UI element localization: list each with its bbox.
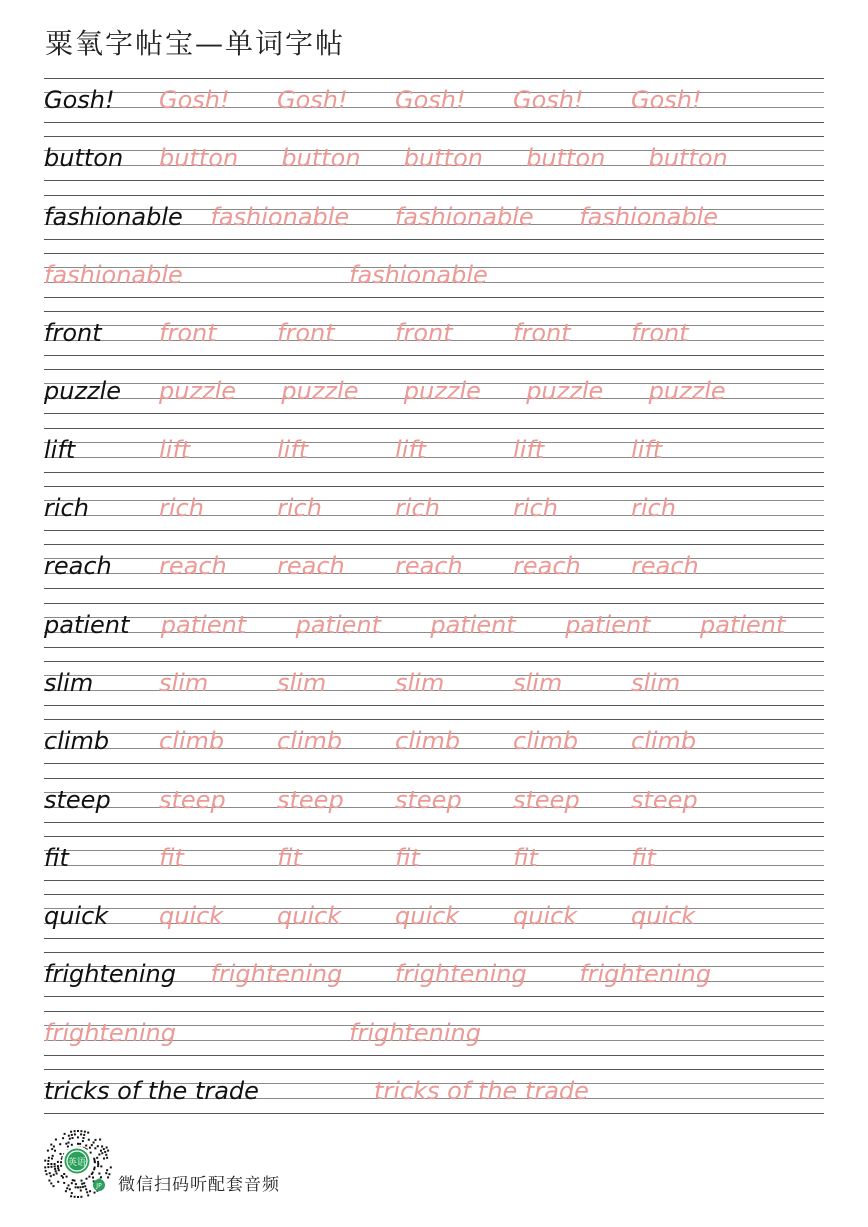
guide-line — [44, 530, 824, 531]
guide-line — [44, 661, 824, 662]
guide-line — [44, 763, 824, 764]
practice-row — [44, 78, 824, 136]
trace-word: tricks of the trade — [374, 1077, 589, 1106]
guide-line — [44, 1069, 824, 1070]
practice-row — [44, 1011, 824, 1069]
trace-word: fit — [277, 843, 302, 872]
practice-row — [44, 544, 824, 602]
trace-word: puzzle — [281, 377, 359, 406]
model-word: button — [44, 144, 124, 173]
trace-word: Gosh! — [395, 86, 466, 114]
guide-line — [44, 588, 824, 589]
trace-word: button — [403, 144, 483, 173]
trace-word: reach — [395, 552, 463, 581]
trace-word: frightening — [579, 960, 712, 989]
trace-word: puzzle — [648, 377, 726, 406]
practice-row — [44, 486, 824, 544]
qr-small-badge-label: JP — [96, 1182, 102, 1190]
guide-line — [44, 486, 824, 487]
trace-word: quick — [277, 902, 342, 931]
trace-word: frightening — [394, 960, 527, 989]
footer-caption: 微信扫码听配套音频 — [118, 1175, 280, 1195]
guide-line — [44, 311, 824, 312]
trace-word: patient — [160, 610, 247, 639]
trace-word: slim — [277, 668, 327, 697]
practice-row — [44, 136, 824, 194]
trace-word: reach — [277, 552, 345, 581]
trace-word: fashionable — [210, 202, 350, 231]
practice-row — [44, 253, 824, 311]
guide-line — [44, 1055, 824, 1056]
trace-word: patient — [430, 610, 516, 639]
trace-word: patient — [700, 610, 786, 639]
model-word: climb — [44, 727, 110, 756]
trace-word: Gosh! — [513, 86, 584, 114]
trace-word: rich — [513, 494, 558, 523]
practice-row — [44, 311, 824, 369]
trace-word: front — [159, 319, 217, 348]
trace-word: quick — [395, 902, 460, 931]
trace-word: front — [395, 319, 453, 348]
guide-line — [44, 952, 824, 953]
guide-line — [44, 647, 824, 648]
trace-word: fashionable — [394, 202, 534, 231]
trace-word: puzzle — [403, 377, 481, 406]
model-word: lift — [44, 435, 76, 464]
model-word: Gosh! — [44, 86, 115, 114]
practice-row — [44, 661, 824, 719]
guide-line — [44, 1113, 824, 1114]
model-word: patient — [44, 610, 130, 639]
trace-word: steep — [277, 785, 344, 814]
guide-line — [44, 705, 824, 706]
trace-word: quick — [513, 902, 578, 931]
guide-line — [44, 180, 824, 181]
guide-line — [44, 822, 824, 823]
trace-word: frightening — [210, 960, 343, 989]
guide-line — [44, 78, 824, 79]
trace-word: front — [631, 319, 689, 348]
guide-line — [44, 880, 824, 881]
trace-word: frightening — [349, 1018, 481, 1047]
trace-word: lift — [277, 435, 309, 464]
qr-code-icon — [42, 1128, 112, 1198]
trace-word: climb — [395, 727, 461, 756]
trace-word: climb — [277, 727, 343, 756]
trace-word: fit — [513, 843, 538, 872]
model-word: fit — [44, 843, 69, 872]
qr-badge-label: 英语 — [67, 1158, 87, 1168]
model-word: rich — [44, 494, 89, 523]
practice-row — [44, 369, 824, 427]
trace-word: patient — [565, 610, 651, 639]
trace-word: puzzle — [526, 377, 604, 406]
guide-line — [44, 297, 824, 298]
model-word: front — [44, 319, 102, 348]
guide-line — [44, 195, 824, 196]
trace-word: button — [159, 144, 239, 173]
model-word: quick — [44, 902, 109, 931]
trace-word: steep — [513, 785, 580, 814]
trace-word: reach — [631, 552, 699, 581]
trace-word: lift — [513, 435, 545, 464]
guide-line — [44, 719, 824, 720]
trace-word: slim — [159, 668, 209, 697]
practice-row — [44, 603, 824, 661]
trace-word: Gosh! — [631, 86, 702, 114]
trace-word: fashionable — [349, 260, 488, 289]
trace-word: climb — [631, 727, 697, 756]
trace-word: climb — [513, 727, 579, 756]
guide-line — [44, 472, 824, 473]
guide-line — [44, 778, 824, 779]
trace-word: rich — [159, 494, 204, 523]
model-word: steep — [44, 785, 111, 814]
trace-word: steep — [395, 785, 462, 814]
guide-line — [44, 428, 824, 429]
guide-line — [44, 369, 824, 370]
trace-word: fashionable — [579, 202, 718, 231]
practice-row — [44, 428, 824, 486]
guide-line — [44, 239, 824, 240]
trace-word: climb — [159, 727, 225, 756]
practice-row — [44, 836, 824, 894]
page-title: 粟氧字帖宝—单词字帖 — [45, 27, 346, 60]
trace-word: button — [526, 144, 606, 173]
trace-word: slim — [513, 668, 563, 697]
guide-line — [44, 136, 824, 137]
practice-row — [44, 952, 824, 1010]
trace-word: steep — [159, 785, 226, 814]
guide-line — [44, 836, 824, 837]
trace-word: front — [277, 319, 335, 348]
trace-word: quick — [159, 902, 224, 931]
trace-word: lift — [159, 435, 191, 464]
guide-line — [44, 938, 824, 939]
trace-word: quick — [631, 902, 696, 931]
model-word: puzzle — [44, 377, 122, 406]
trace-word: button — [281, 144, 361, 173]
trace-word: rich — [631, 494, 676, 523]
footer — [42, 1128, 442, 1198]
guide-line — [44, 996, 824, 997]
practice-row — [44, 778, 824, 836]
trace-word: reach — [513, 552, 581, 581]
trace-word: fashionable — [44, 260, 183, 289]
trace-word: reach — [159, 552, 227, 581]
trace-word: frightening — [44, 1018, 176, 1047]
trace-word: patient — [295, 610, 381, 639]
model-word: tricks of the trade — [44, 1077, 259, 1106]
trace-word: front — [513, 319, 571, 348]
guide-line — [44, 544, 824, 545]
practice-row — [44, 1069, 824, 1127]
trace-word: fit — [631, 843, 656, 872]
trace-word: rich — [395, 494, 440, 523]
guide-line — [44, 253, 824, 254]
trace-word: fit — [159, 843, 184, 872]
model-word: frightening — [44, 960, 176, 989]
guide-line — [44, 894, 824, 895]
trace-word: lift — [631, 435, 663, 464]
trace-word: Gosh! — [159, 86, 230, 114]
practice-row — [44, 195, 824, 253]
trace-word: steep — [631, 785, 698, 814]
trace-word: lift — [395, 435, 427, 464]
guide-line — [44, 603, 824, 604]
model-word: fashionable — [44, 202, 183, 231]
guide-line — [44, 355, 824, 356]
guide-line — [44, 1011, 824, 1012]
practice-row — [44, 894, 824, 952]
practice-rows — [44, 78, 824, 1127]
trace-word: Gosh! — [277, 86, 348, 114]
guide-line — [44, 413, 824, 414]
trace-word: slim — [395, 668, 445, 697]
model-word: slim — [44, 668, 94, 697]
trace-word: puzzle — [159, 377, 237, 406]
practice-row — [44, 719, 824, 777]
trace-word: rich — [277, 494, 322, 523]
trace-word: slim — [631, 668, 681, 697]
trace-word: button — [648, 144, 728, 173]
model-word: reach — [44, 552, 112, 581]
trace-word: fit — [395, 843, 420, 872]
guide-line — [44, 122, 824, 123]
